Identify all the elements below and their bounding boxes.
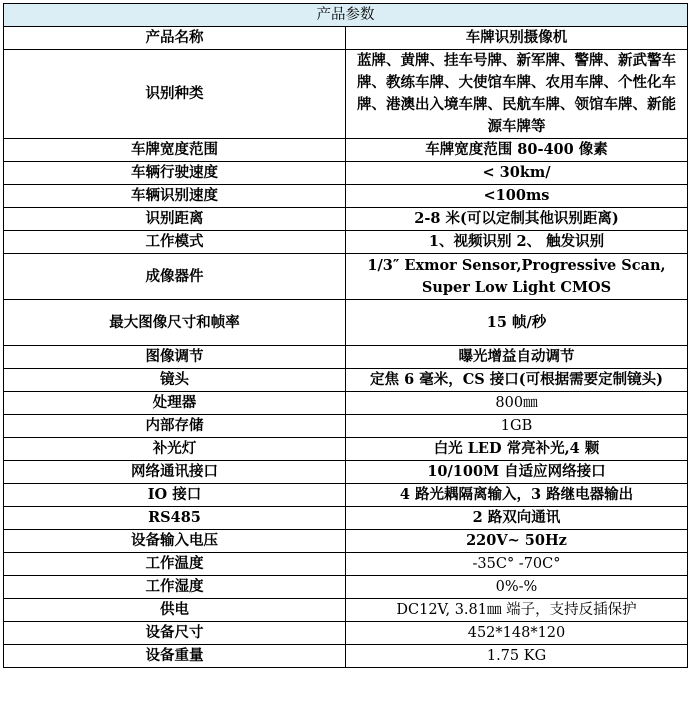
table-row bbox=[4, 507, 688, 530]
row-value: 1/3″ Exmor Sensor,Progressive Scan, Super Low Light CMOS bbox=[346, 254, 688, 300]
row-label: 补光灯 bbox=[4, 438, 346, 461]
row-value: 1.75 KG bbox=[346, 645, 688, 668]
row-value: 定焦 6 毫米，CS 接口(可根据需要定制镜头) bbox=[346, 369, 688, 392]
row-label: 工作湿度 bbox=[4, 576, 346, 599]
row-label: 设备尺寸 bbox=[4, 622, 346, 645]
table-title-row bbox=[4, 4, 688, 27]
row-label: 成像器件 bbox=[4, 254, 346, 300]
row-value: DC12V, 3.81㎜ 端子，支持反插保护 bbox=[346, 599, 688, 622]
row-label: 车辆行驶速度 bbox=[4, 162, 346, 185]
table-row bbox=[4, 139, 688, 162]
table-row bbox=[4, 645, 688, 668]
row-value: 452*148*120 bbox=[346, 622, 688, 645]
row-label: 工作温度 bbox=[4, 553, 346, 576]
row-value: 车牌宽度范围 80-400 像素 bbox=[346, 139, 688, 162]
table-row bbox=[4, 622, 688, 645]
row-label: 产品名称 bbox=[4, 27, 346, 50]
row-label: 镜头 bbox=[4, 369, 346, 392]
row-value: 白光 LED 常亮补光,4 颗 bbox=[346, 438, 688, 461]
row-value: 1、视频识别 2、 触发识别 bbox=[346, 231, 688, 254]
row-value: 2-8 米(可以定制其他识别距离) bbox=[346, 208, 688, 231]
table-row bbox=[4, 300, 688, 346]
row-label: RS485 bbox=[4, 507, 346, 530]
row-value: 1GB bbox=[346, 415, 688, 438]
table-row bbox=[4, 599, 688, 622]
row-value: 0%-% bbox=[346, 576, 688, 599]
table-row bbox=[4, 415, 688, 438]
row-value: 车牌识别摄像机 bbox=[346, 27, 688, 50]
table-row bbox=[4, 438, 688, 461]
row-label: 车牌宽度范围 bbox=[4, 139, 346, 162]
row-label: 最大图像尺寸和帧率 bbox=[4, 300, 346, 346]
table-row bbox=[4, 576, 688, 599]
table-row bbox=[4, 553, 688, 576]
row-value: -35C° -70C° bbox=[346, 553, 688, 576]
row-label: 识别种类 bbox=[4, 50, 346, 139]
table-row bbox=[4, 369, 688, 392]
table-row bbox=[4, 162, 688, 185]
row-value: 4 路光耦隔离输入，3 路继电器输出 bbox=[346, 484, 688, 507]
row-label: 工作模式 bbox=[4, 231, 346, 254]
row-label: 供电 bbox=[4, 599, 346, 622]
table-row bbox=[4, 27, 688, 50]
row-label: 图像调节 bbox=[4, 346, 346, 369]
row-label: 设备输入电压 bbox=[4, 530, 346, 553]
table-row bbox=[4, 185, 688, 208]
row-value: 800㎜ bbox=[346, 392, 688, 415]
row-value: 10/100M 自适应网络接口 bbox=[346, 461, 688, 484]
row-value: < 30km/ bbox=[346, 162, 688, 185]
row-value: 220V~ 50Hz bbox=[346, 530, 688, 553]
row-value: 2 路双向通讯 bbox=[346, 507, 688, 530]
table-row bbox=[4, 254, 688, 300]
row-label: IO 接口 bbox=[4, 484, 346, 507]
row-label: 识别距离 bbox=[4, 208, 346, 231]
spec-table bbox=[3, 3, 688, 668]
row-label: 处理器 bbox=[4, 392, 346, 415]
row-value: 曝光增益自动调节 bbox=[346, 346, 688, 369]
table-row bbox=[4, 530, 688, 553]
row-label: 内部存储 bbox=[4, 415, 346, 438]
table-row bbox=[4, 346, 688, 369]
row-value: <100ms bbox=[346, 185, 688, 208]
row-label: 设备重量 bbox=[4, 645, 346, 668]
table-row bbox=[4, 50, 688, 139]
table-row bbox=[4, 461, 688, 484]
table-row bbox=[4, 208, 688, 231]
table-title: 产品参数 bbox=[4, 4, 688, 27]
row-label: 车辆识别速度 bbox=[4, 185, 346, 208]
table-row bbox=[4, 231, 688, 254]
table-row bbox=[4, 392, 688, 415]
row-value: 15 帧/秒 bbox=[346, 300, 688, 346]
row-value: 蓝牌、黄牌、挂车号牌、新军牌、警牌、新武警车牌、教练车牌、大使馆车牌、农用车牌、个性化车牌、港澳出入境车牌、民航车牌、领馆车牌、新能源车牌等 bbox=[346, 50, 688, 139]
table-row bbox=[4, 484, 688, 507]
row-label: 网络通讯接口 bbox=[4, 461, 346, 484]
